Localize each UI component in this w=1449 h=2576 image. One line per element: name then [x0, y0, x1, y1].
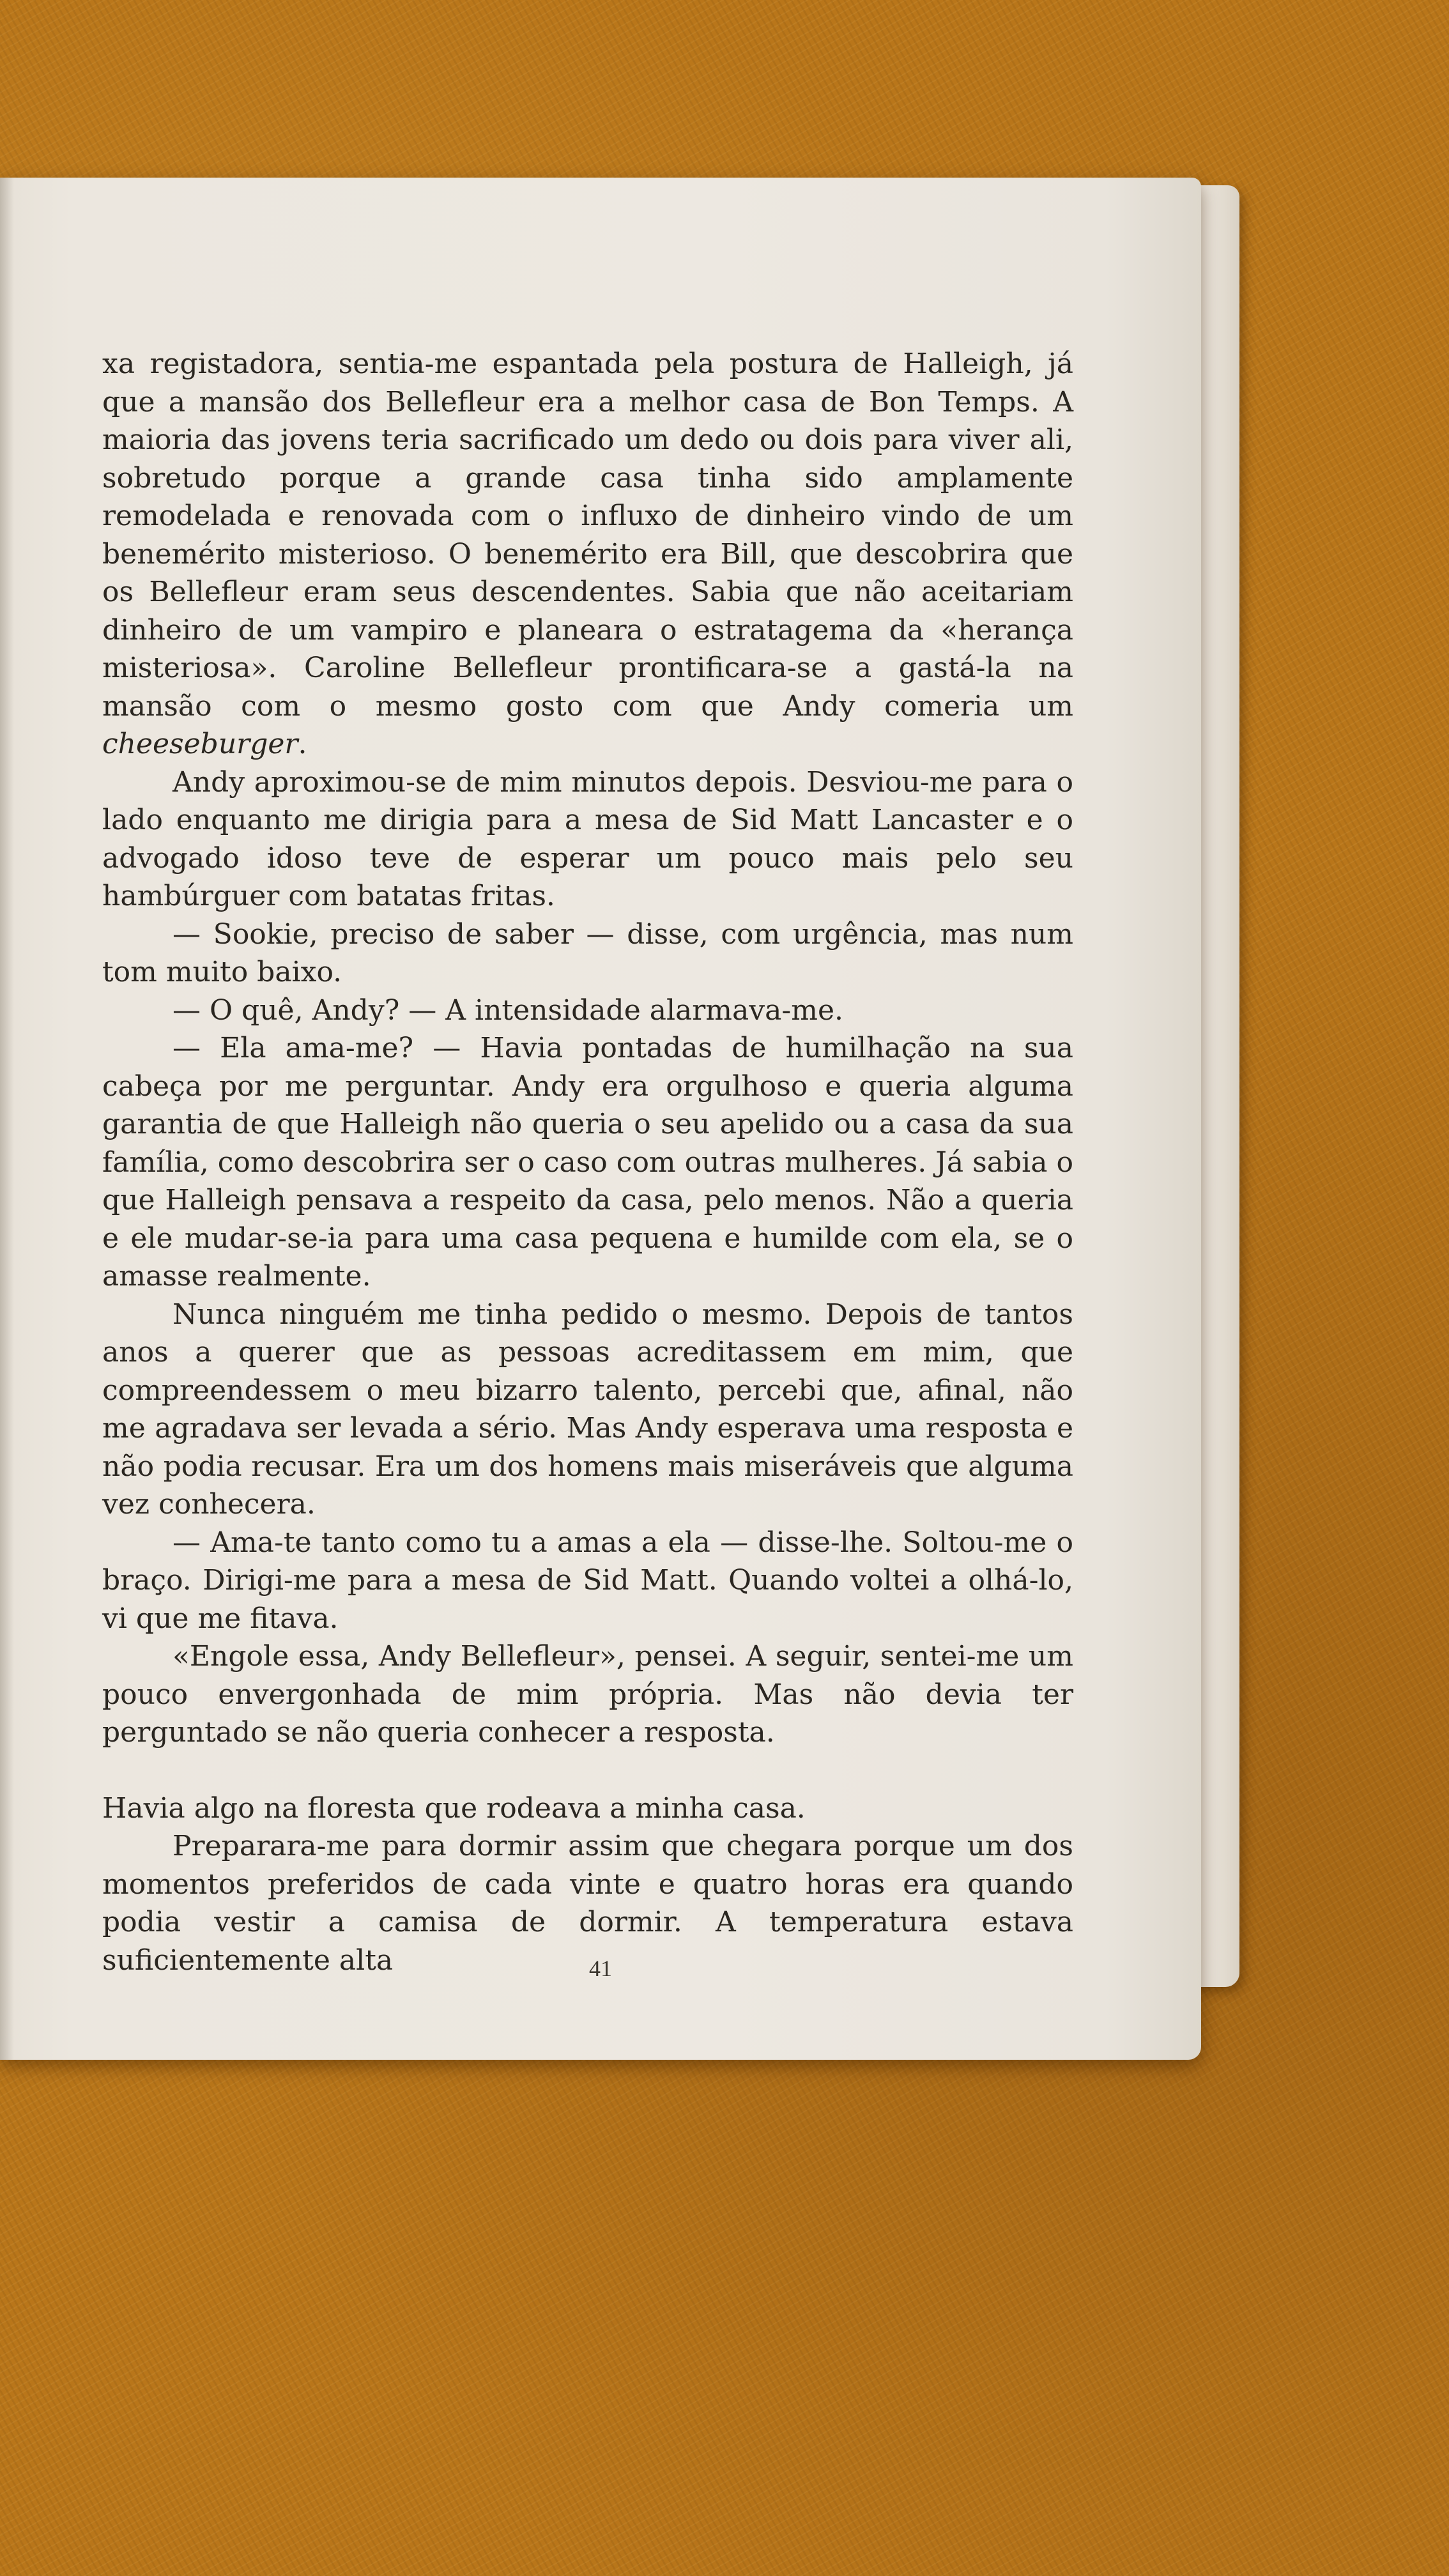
- paragraph-4: — O quê, Andy? — A intensidade alarmava-me.: [172, 993, 843, 1027]
- paragraph-5: — Ela ama-me? — Havia pontadas de humilhação na sua cabeça por me perguntar. Andy era orgulhoso e queria alguma garantia de que Halleigh não queria o seu apelido ou a casa da sua família, como descobrira ser o caso com outras mulheres. Já sabia o que Halleigh pensava a respeito da casa, pelo menos. Não a queria e ele mudar-se-ia para uma casa pequena e humilde com ela, se o amasse realmente.: [102, 1032, 1073, 1292]
- page-gutter-shadow: [0, 178, 14, 2060]
- paragraph-1-italic: cheeseburger: [102, 728, 298, 760]
- paragraph-7: — Ama-te tanto como tu a amas a ela — disse-lhe. Soltou-me o braço. Dirigi-me para a mesa de Sid Matt. Quando voltei a olhá-lo, vi que me fitava.: [102, 1526, 1073, 1635]
- paragraph-1: [102, 345, 1073, 763]
- paragraph-9: Havia algo na floresta que rodeava a minha casa.: [102, 1791, 806, 1825]
- paragraph-10: Preparara-me para dormir assim que chegara porque um dos momentos preferidos de cada vinte e quatro horas era quando podia vestir a camisa de dormir. A temperatura estava suficientemente alta: [102, 1830, 1073, 1977]
- page-text-body: [102, 345, 1073, 1979]
- paragraph-1-tail: .: [298, 728, 307, 760]
- paragraph-8: «Engole essa, Andy Bellefleur», pensei. A seguir, sentei-me um pouco envergonhada de mim própria. Mas não devia ter perguntado se não queria conhecer a resposta.: [102, 1640, 1073, 1749]
- paragraph-1-text: xa registadora, sentia-me espantada pela postura de Halleigh, já que a mansão dos Bellefleur era a melhor casa de Bon Temps. A maioria das jovens teria sacrificado um dedo ou dois para viver ali, sobretudo porque a grande casa tinha sido amplamente remodelada e renovada com o influxo de dinheiro vindo de um benemérito misterioso. O benemérito era Bill, que descobrira que os Bellefleur eram seus descendentes. Sabia que não aceitariam dinheiro de um vampiro e planeara o estratagema da «herança misteriosa». Caroline Bellefleur prontificara-se a gastá-la na mansão com o mesmo gosto com que Andy comeria um: [102, 348, 1073, 723]
- paragraph-3: — Sookie, preciso de saber — disse, com urgência, mas num tom muito baixo.: [102, 917, 1073, 988]
- page-number: 41: [589, 1956, 612, 1981]
- paragraph-6: Nunca ninguém me tinha pedido o mesmo. Depois de tantos anos a querer que as pessoas acreditassem em mim, que compreendessem o meu bizarro talento, percebi que, afinal, não me agradava ser levada a sério. Mas Andy esperava uma resposta e não podia recusar. Era um dos homens mais miseráveis que alguma vez conhecera.: [102, 1298, 1073, 1521]
- paragraph-2: Andy aproximou-se de mim minutos depois. Desviou-me para o lado enquanto me dirigia para a mesa de Sid Matt Lancaster e o advogado idoso teve de esperar um pouco mais pelo seu hambúrguer com batatas fritas.: [102, 765, 1073, 912]
